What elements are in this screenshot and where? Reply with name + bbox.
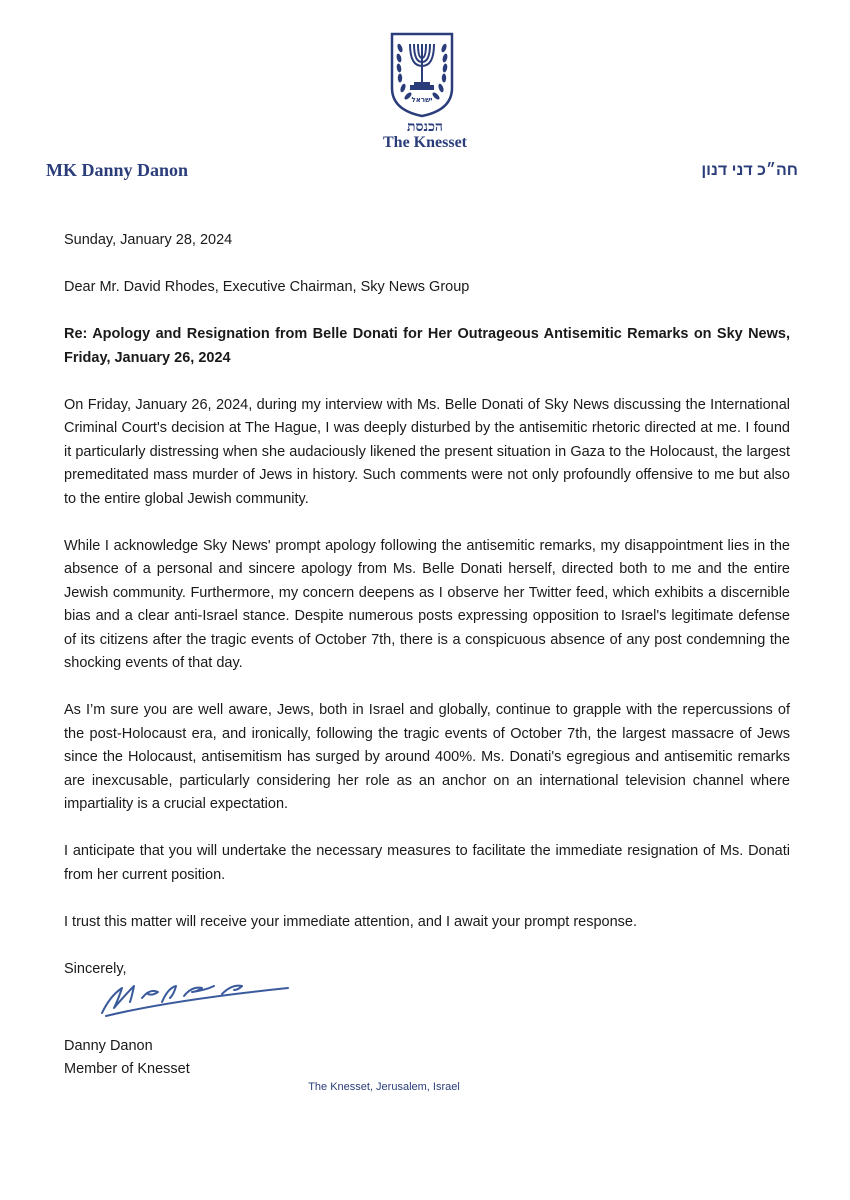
letter-paragraph: As I’m sure you are well aware, Jews, both in Israel and globally, continue to grapple with the repercussions of the post-Holocaust era, and ironically, following the tragic events of October 7th, the largest massacre of Jews since the Holocaust, antisemitism has surged by around 400%. Ms. Donati's egregious and antisemitic remarks are inexcusable, particularly considering her role as an anchor on an international television channel where impartiality is a crucial expectation. (64, 702, 790, 812)
letter-subject: Re: Apology and Resignation from Belle Donati for Her Outrageous Antisemitic Remarks on Sky News, Friday, January 26, 2024 (64, 326, 790, 366)
signatory-name: Danny Danon (64, 1038, 153, 1054)
emblem-text: ישראל (411, 96, 433, 104)
letter-paragraph: I anticipate that you will undertake the necessary measures to facilitate the immediate resignation of Ms. Donati from her current position. (64, 843, 790, 883)
letter-paragraph: On Friday, January 26, 2024, during my interview with Ms. Belle Donati of Sky News discussing the International Criminal Court's decision at The Hague, I was deeply disturbed by the antisemitic rhetoric directed at me. I found it particularly distressing when she audaciously likened the present situation in Gaza to the Holocaust, the largest premeditated mass murder of Jews in history. Such comments were not only profoundly offensive to me but also to the entire global Jewish community. (64, 396, 790, 507)
letter-paragraph: While I acknowledge Sky News' prompt apology following the antisemitic remarks, my disappointment lies in the absence of a personal and sincere apology from Ms. Belle Donati herself, directed both to me and the entire Jewish community. Furthermore, my concern deepens as I observe her Twitter feed, which exhibits a discernible bias and a clear anti-Israel stance. Despite numerous posts expressing opposition to Israel's legitimate defense of its citizens after the tragic events of October 7th, there is a conspicuous absence of any post condemning the shocking events of that day. (64, 537, 790, 671)
letter-date: Sunday, January 28, 2024 (64, 232, 233, 248)
institution-hebrew: הכנסת (407, 120, 443, 135)
letter-paragraph: I trust this matter will receive your immediate attention, and I await your prompt response. (64, 913, 637, 930)
footer-address: The Knesset, Jerusalem, Israel (308, 1081, 460, 1093)
institution-english: The Knesset (383, 134, 467, 151)
letter-salutation: Dear Mr. David Rhodes, Executive Chairman, Sky News Group (64, 279, 470, 295)
letter-body (64, 229, 790, 981)
mk-name-english: MK Danny Danon (46, 160, 189, 180)
knesset-emblem-icon (388, 32, 456, 118)
handwritten-signature (92, 958, 292, 1028)
letter-closing: Sincerely, (64, 960, 127, 977)
signatory-title: Member of Knesset (64, 1061, 190, 1077)
mk-name-hebrew: חה״כ דני דנון (701, 162, 798, 179)
